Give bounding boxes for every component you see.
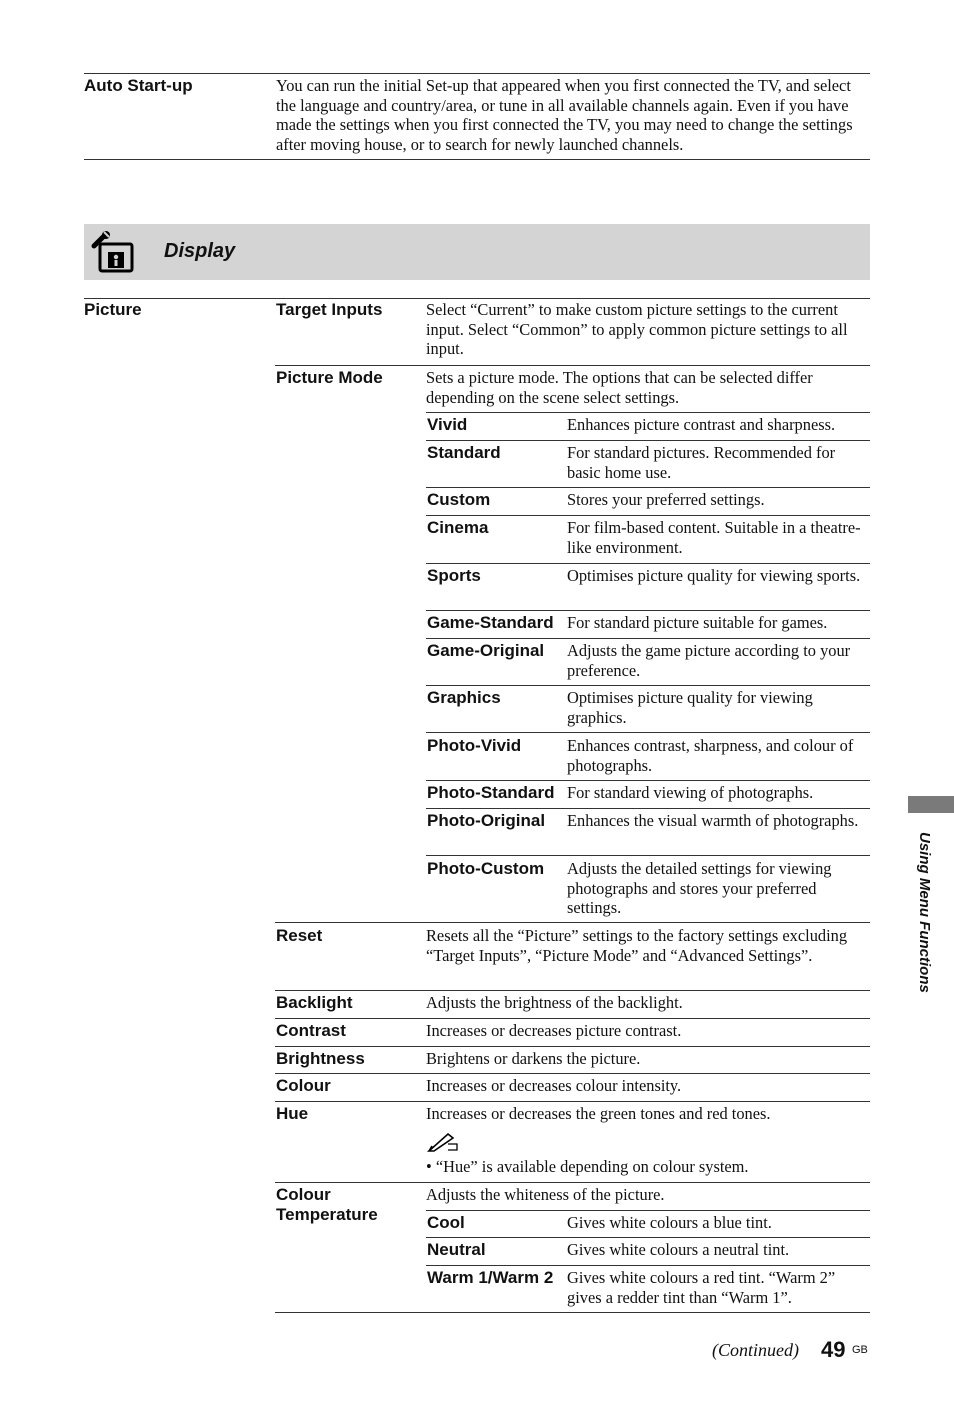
picture-term: Picture [84, 300, 142, 319]
picture-mode-option-term: Vivid [427, 415, 468, 434]
rule [426, 1210, 870, 1211]
brightness-term: Brightness [276, 1049, 365, 1068]
continued-label: (Continued) [712, 1340, 799, 1360]
rule [426, 563, 870, 564]
picture-mode-option-description: For standard viewing of photographs. [567, 783, 814, 802]
rule [275, 1182, 870, 1183]
rule [275, 365, 870, 366]
rule [426, 487, 870, 488]
page-number: 49 [821, 1337, 846, 1362]
hue-note: • “Hue” is available depending on colour system. [426, 1157, 749, 1176]
rule-top [84, 73, 870, 74]
target-inputs-description: Select “Current” to make custom picture settings to the current input. Select “Common” to apply common picture settings to all input. [426, 300, 848, 359]
colour-term: Colour [276, 1076, 331, 1095]
note-pencil-icon [426, 1131, 460, 1153]
hue-term: Hue [276, 1104, 309, 1123]
picture-mode-option-term: Photo-Original [427, 811, 546, 830]
settings-display-icon [90, 230, 138, 274]
side-tab-marker [908, 796, 954, 813]
picture-mode-option-description: Enhances the visual warmth of photographs. [567, 811, 859, 830]
rule [275, 1101, 870, 1102]
rule [275, 1018, 870, 1019]
rule [275, 1046, 870, 1047]
rule [426, 780, 870, 781]
auto-startup-term: Auto Start-up [84, 76, 193, 95]
side-section-label: Using Menu Functions [916, 832, 933, 993]
rule [275, 990, 870, 991]
picture-mode-option-term: Custom [427, 490, 491, 509]
picture-mode-description: Sets a picture mode. The options that can be selected differ depending on the scene select settings. [426, 368, 813, 407]
contrast-term: Contrast [276, 1021, 346, 1040]
picture-mode-option-term: Standard [427, 443, 501, 462]
backlight-term: Backlight [276, 993, 353, 1012]
rule [426, 515, 870, 516]
contrast-description: Increases or decreases picture contrast. [426, 1021, 682, 1040]
colour-temperature-term-line1: Colour [276, 1185, 331, 1204]
picture-mode-option-term: Sports [427, 566, 481, 585]
brightness-description: Brightens or darkens the picture. [426, 1049, 641, 1068]
picture-mode-option-description: Optimises picture quality for viewing sports. [567, 566, 861, 585]
hue-description: Increases or decreases the green tones and red tones. [426, 1104, 771, 1123]
colour-temperature-term-line2: Temperature [276, 1205, 378, 1224]
picture-mode-option-term: Photo-Vivid [427, 736, 522, 755]
colour-temperature-description: Adjusts the whiteness of the picture. [426, 1185, 665, 1204]
picture-mode-option-term: Graphics [427, 688, 501, 707]
rule [426, 440, 870, 441]
picture-mode-option-description: For film-based content. Suitable in a theatre-like environment. [567, 518, 861, 557]
picture-mode-option-term: Photo-Custom [427, 859, 545, 878]
reset-description: Resets all the “Picture” settings to the factory settings excluding “Target Inputs”, “Picture Mode” and “Advanced Settings”. [426, 926, 848, 965]
rule [426, 855, 870, 856]
picture-mode-option-description: Adjusts the detailed settings for viewing photographs and stores your preferred settings. [567, 859, 832, 918]
rule [426, 610, 870, 611]
picture-mode-option-description: Adjusts the game picture according to your preference. [567, 641, 851, 680]
rule [275, 1073, 870, 1074]
auto-startup-description: You can run the initial Set-up that appeared when you first connected the TV, and select the language and country/area, or tune in all available channels again. Even if you have made the settings when you first connected the TV, you may need to change the settings after moving house, or to search for newly launched channels. [276, 76, 853, 154]
target-inputs-term: Target Inputs [276, 300, 383, 319]
colour-temperature-option-description: Gives white colours a neutral tint. [567, 1240, 790, 1259]
display-section-title: Display [164, 240, 236, 262]
picture-mode-option-description: Stores your preferred settings. [567, 490, 765, 509]
reset-term: Reset [276, 926, 323, 945]
page-suffix: GB [852, 1344, 868, 1356]
rule [426, 732, 870, 733]
rule-bottom [275, 1312, 870, 1313]
rule [426, 412, 870, 413]
rule [426, 685, 870, 686]
rule [275, 922, 870, 923]
colour-temperature-option-description: Gives white colours a blue tint. [567, 1213, 772, 1232]
rule-auto-startup-bottom [84, 159, 870, 160]
rule [426, 1237, 870, 1238]
rule [426, 1265, 870, 1266]
picture-mode-option-term: Game-Original [427, 641, 545, 660]
picture-mode-option-term: Cinema [427, 518, 489, 537]
picture-mode-term: Picture Mode [276, 368, 383, 387]
rule [426, 808, 870, 809]
rule-picture-top [84, 298, 870, 299]
picture-mode-option-term: Game-Standard [427, 613, 554, 632]
colour-temperature-option-description: Gives white colours a red tint. “Warm 2” gives a redder tint than “Warm 1”. [567, 1268, 836, 1307]
picture-mode-option-description: Optimises picture quality for viewing graphics. [567, 688, 813, 727]
colour-temperature-option-term: Cool [427, 1213, 465, 1232]
display-section-banner [84, 224, 870, 280]
rule [426, 638, 870, 639]
picture-mode-option-description: Enhances picture contrast and sharpness. [567, 415, 836, 434]
backlight-description: Adjusts the brightness of the backlight. [426, 993, 683, 1012]
colour-temperature-option-term: Neutral [427, 1240, 486, 1259]
picture-mode-option-description: For standard picture suitable for games. [567, 613, 828, 632]
colour-temperature-option-term: Warm 1/Warm 2 [427, 1268, 554, 1287]
picture-mode-option-description: Enhances contrast, sharpness, and colour of photographs. [567, 736, 854, 775]
colour-description: Increases or decreases colour intensity. [426, 1076, 682, 1095]
picture-mode-option-description: For standard pictures. Recommended for basic home use. [567, 443, 836, 482]
picture-mode-option-term: Photo-Standard [427, 783, 555, 802]
